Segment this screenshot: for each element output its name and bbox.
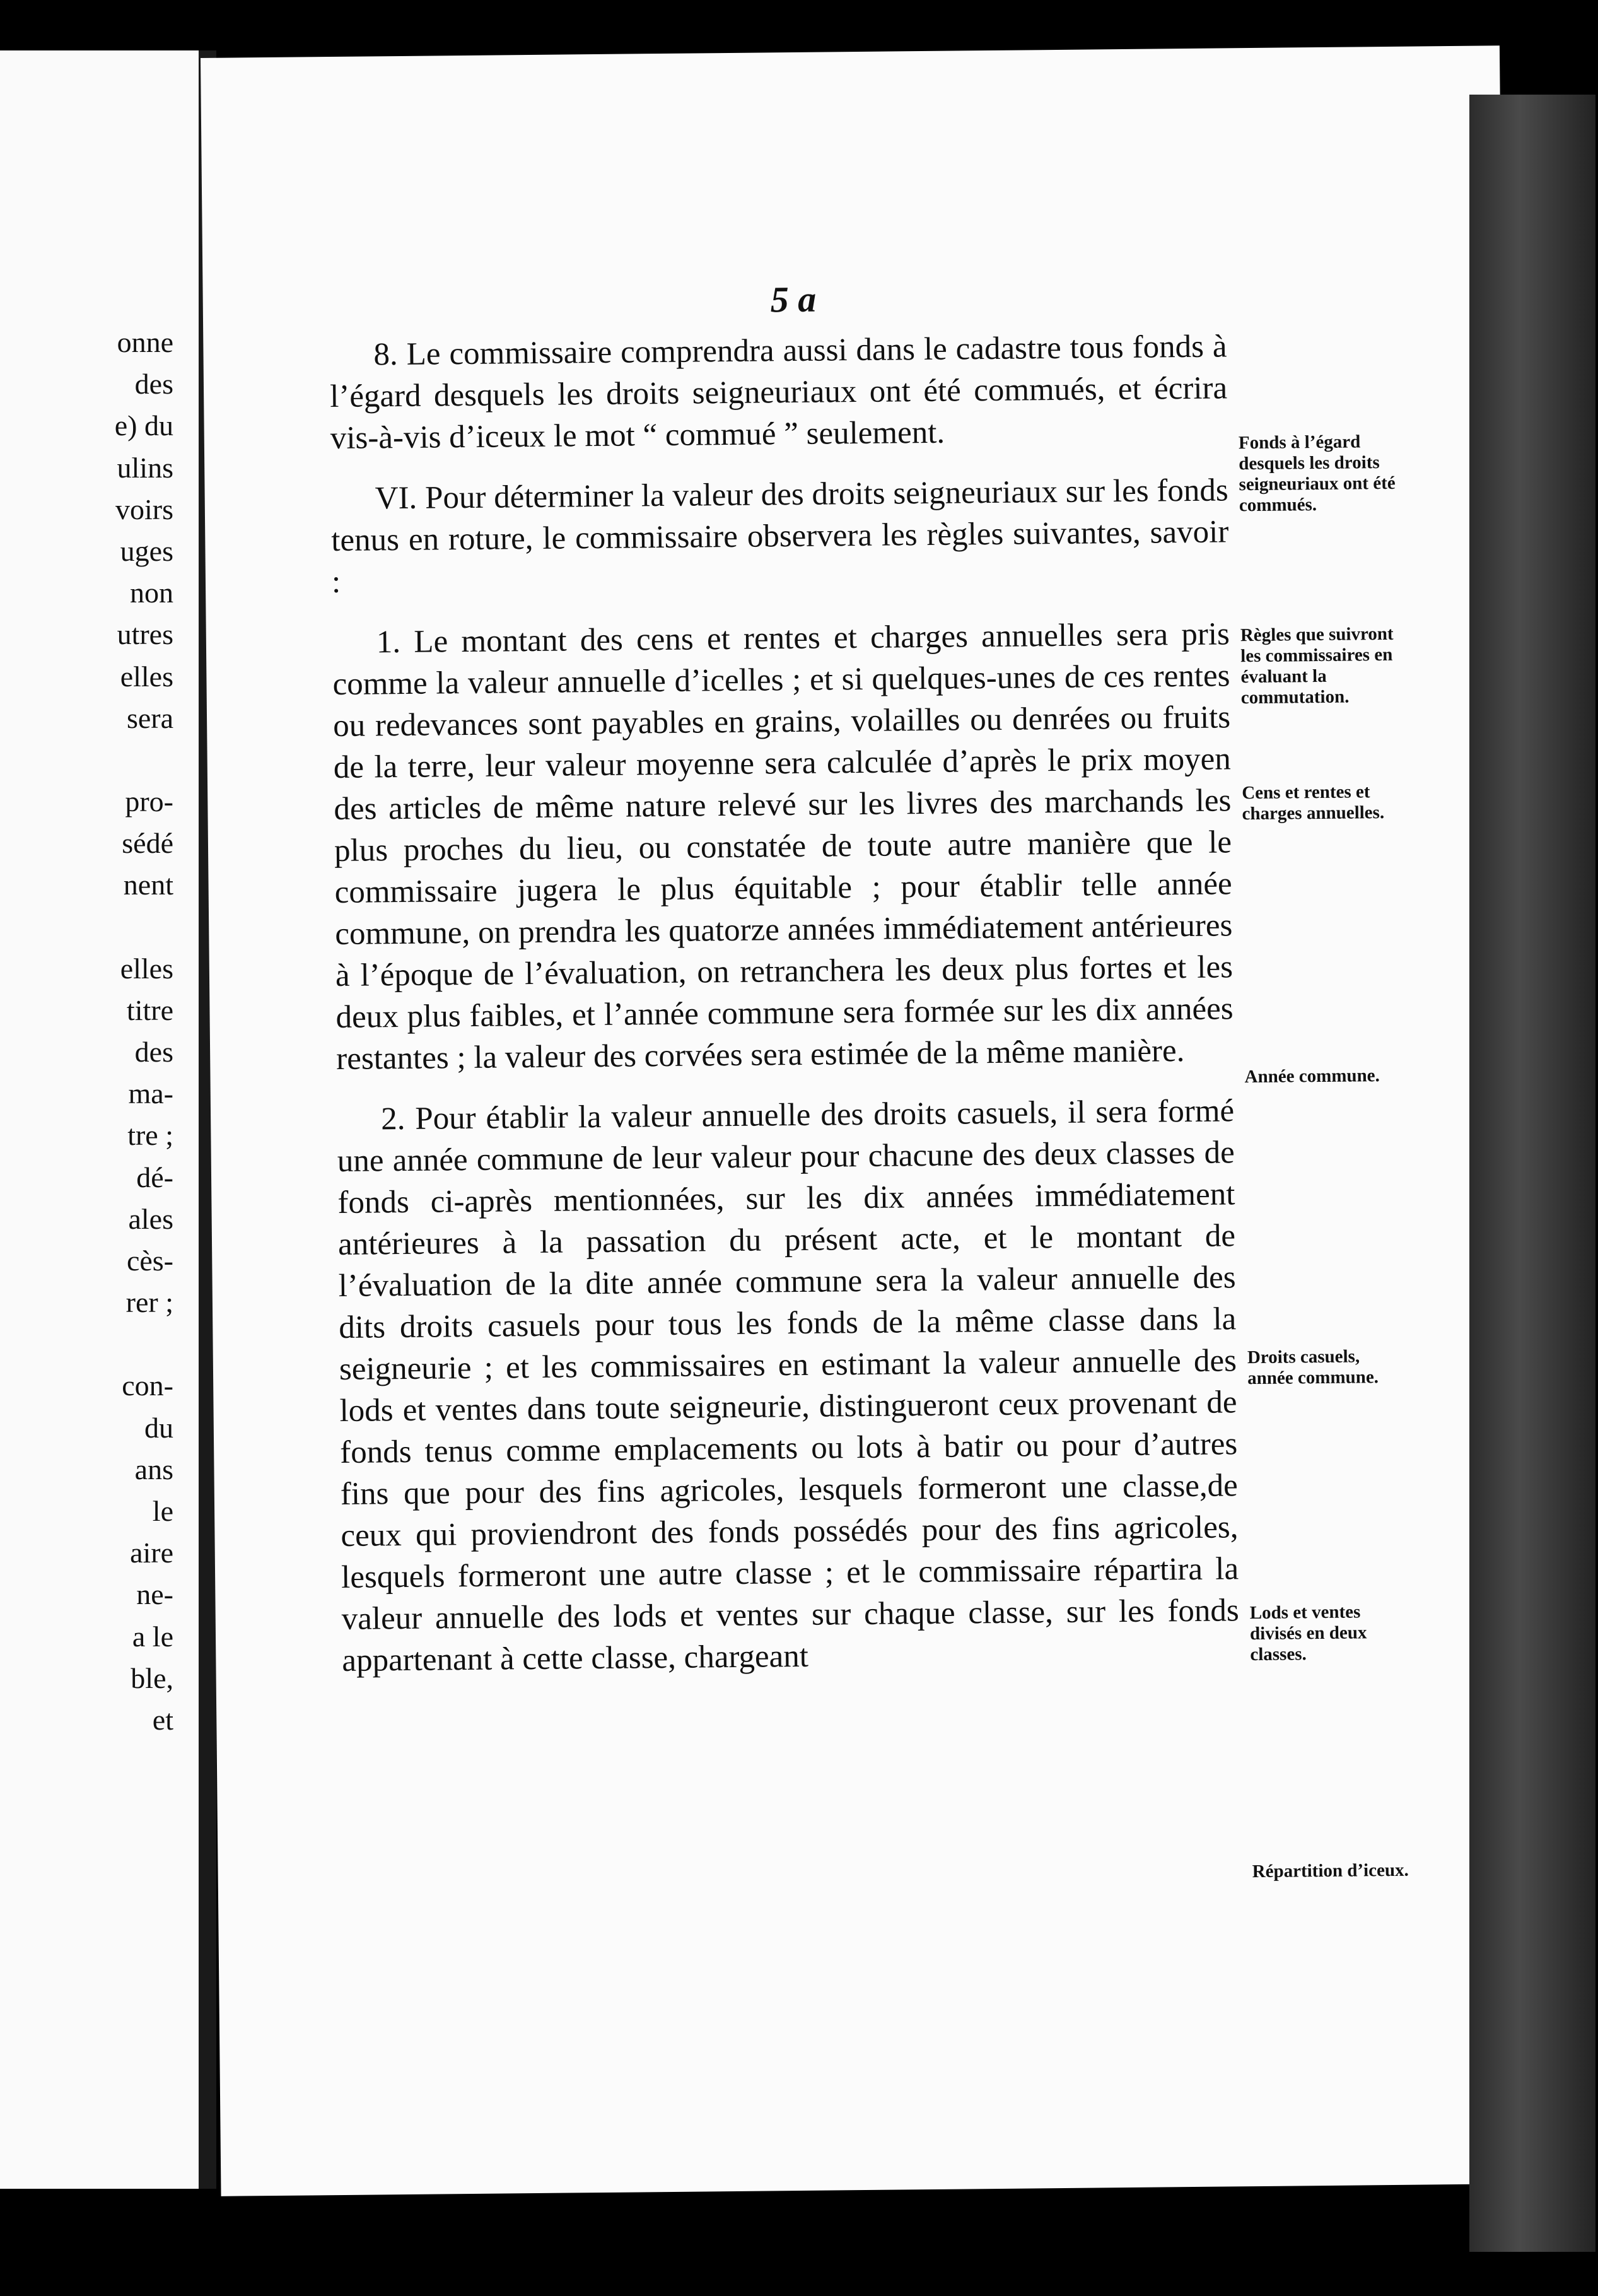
paragraph-2: 2. Pour établir la valeur annuelle des droits casuels, il sera formé une année commune de leur valeur pour chacune des deux classes de fonds ci-après mentionnées, sur les dix années immédiatement antérieures à la passation du présent acte, et le montant de l’évaluation de la dite année commune sera la valeur annuelle des dits droits casuels pour tous les fonds de la même classe dans la seigneurie ; et les commissaires en estimant la valeur annuelle des lods et ventes dans toute seigneurie, distingueront ceux provenant de fonds tenus comme emplacements ou lots à batir ou pour d’autres fins que pour des fins agricoles, lesquels formeront une classe,de ceux qui proviendront des fonds possédés pour des fins agricoles, lesquels formeront une autre classe ; et le commissaire répartira la valeur annuelle des lods et ventes sur chaque classe, sur les fonds appartenant à cette classe, chargeant xyxy=(337,1093,1239,1678)
page-body-text xyxy=(329,325,1240,1701)
margin-note: Cens et rentes et charges annuelles. xyxy=(1242,782,1385,824)
left-fragment-line: ulins xyxy=(117,451,173,484)
margin-note: Année commune. xyxy=(1244,1065,1380,1087)
left-fragment-line: elles xyxy=(120,660,173,693)
left-fragment-line: non xyxy=(130,577,173,609)
left-fragment-line: con- xyxy=(122,1369,173,1402)
left-fragment-line xyxy=(115,739,173,781)
left-fragment-line: elles xyxy=(120,952,173,985)
left-fragment-line: ans xyxy=(134,1453,173,1485)
left-fragment-line: voirs xyxy=(115,493,173,525)
left-fragment-line: des xyxy=(134,1036,173,1069)
page-number: 5 a xyxy=(770,278,817,320)
left-fragment-line: e) du xyxy=(114,409,173,442)
margin-note: Répartition d’iceux. xyxy=(1252,1860,1409,1882)
left-fragment-line: ales xyxy=(128,1202,173,1235)
left-fragment-line: ble, xyxy=(131,1661,173,1694)
left-fragment-line xyxy=(115,906,173,948)
left-fragment-line: rer ; xyxy=(125,1286,173,1319)
margin-note: Droits casuels, année commune. xyxy=(1247,1346,1379,1389)
left-fragment-line: et xyxy=(152,1704,173,1737)
left-fragment-line: dé- xyxy=(136,1161,173,1193)
left-page-text-fragments xyxy=(115,322,173,1741)
margin-notes xyxy=(1237,324,1409,1882)
left-fragment-line: onne xyxy=(117,326,173,358)
left-fragment-line: utres xyxy=(117,618,173,651)
margin-note: Règles que suivront les commissaires en évaluant la commutation. xyxy=(1240,623,1394,708)
book-page-edge xyxy=(1469,95,1595,2252)
left-fragment-line: cès- xyxy=(126,1245,173,1277)
left-fragment-line: tre ; xyxy=(127,1119,173,1152)
margin-note: Fonds à l’égard desquels les droits seigneuriaux ont été commués. xyxy=(1238,431,1396,516)
margin-note: Lods et ventes divisés en deux classes. xyxy=(1249,1602,1367,1665)
left-fragment-line: le xyxy=(152,1495,173,1528)
left-fragment-line: a le xyxy=(132,1620,173,1653)
left-fragment-line: pro- xyxy=(125,785,173,818)
left-fragment-line: des xyxy=(134,368,173,401)
paragraph-section-vi: VI. Pour déterminer la valeur des droits seigneuriaux sur les fonds tenus en roture, le commissaire observera les règles suivantes, savoir : xyxy=(331,472,1229,600)
left-fragment-line: aire xyxy=(130,1537,173,1569)
left-page xyxy=(0,50,199,2189)
right-page xyxy=(201,45,1520,2196)
left-fragment-line: uges xyxy=(120,535,173,568)
paragraph-8: 8. Le commissaire comprendra aussi dans le cadastre tous fonds à l’égard desquels les droits seigneuriaux ont été commués, et écrira vis-à-vis d’iceux le mot “ commué ” seulement. xyxy=(329,329,1228,457)
left-fragment-line: titre xyxy=(126,993,173,1026)
left-fragment-line: du xyxy=(144,1411,173,1444)
left-fragment-line: nent xyxy=(123,869,173,901)
left-fragment-line: ma- xyxy=(128,1077,173,1110)
paragraph-1: 1. Le montant des cens et rentes et charges annuelles sera pris comme la valeur annuelle d’icelles ; et si quelques-unes de ces rentes ou redevances sont payables en grains, volailles ou denrées ou fruits de la terre, leur valeur moyenne sera calculée d’après le prix moyen des articles de même nature relevé sur les livres des marchands les plus proches du lieu, ou constatée de toute autre manière que le commissaire jugera le plus équitable ; pour établir telle année commune, on prendra les quatorze années immédiatement antérieures à l’époque de l’évaluation, on retranchera les deux plus fortes et les deux plus faibles, et l’année commune sera formée sur les dix années restantes ; la valeur des corvées sera estimée de la même manière. xyxy=(332,616,1233,1077)
left-fragment-line: ne- xyxy=(136,1578,173,1611)
left-fragment-line xyxy=(115,1323,173,1365)
left-fragment-line: sédé xyxy=(122,827,173,860)
left-fragment-line: sera xyxy=(126,701,173,734)
